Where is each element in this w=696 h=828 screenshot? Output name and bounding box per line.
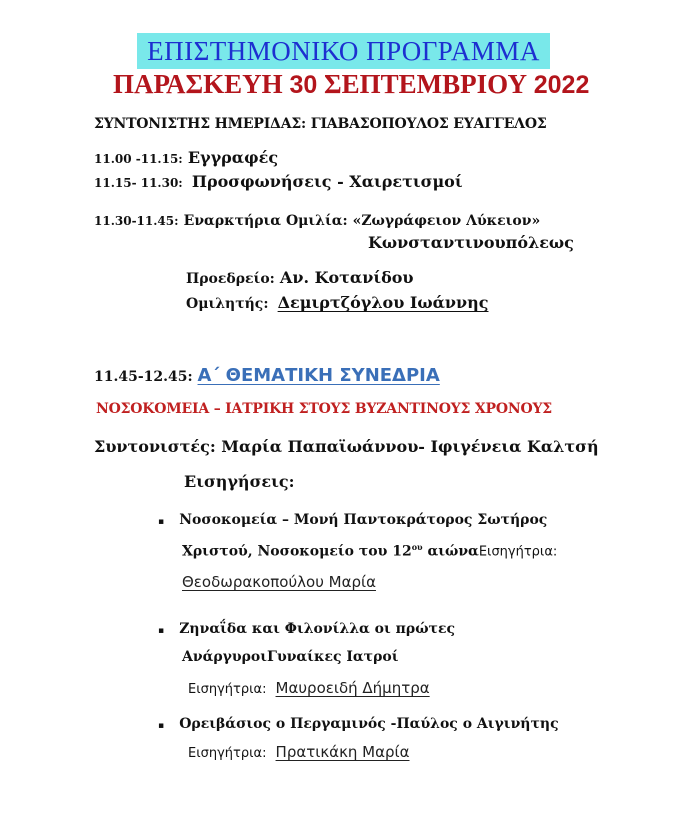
presidium-label: Προεδρείο: xyxy=(186,271,275,287)
talk-speaker-label: Εισηγήτρια: xyxy=(478,544,558,560)
talk-title: Ορειβάσιος ο Περγαμινός -Παύλος ο Αιγινήτης xyxy=(179,716,559,732)
session-coordinators: Συντονιστές: Μαρία Παπαϊωάννου- Ιφιγένεια Καλτσή xyxy=(94,437,599,456)
schedule-time: 11.15- 11.30: xyxy=(94,176,183,190)
talk-item xyxy=(158,713,559,732)
schedule-label: Εγγραφές xyxy=(187,148,279,167)
talk-speaker: Θεοδωρακοπούλου Μαρία xyxy=(182,573,376,591)
schedule-item xyxy=(94,210,540,229)
talk-speaker-line xyxy=(188,678,430,697)
talk-superscript: ου xyxy=(411,542,423,552)
talk-speaker: Πρατικάκη Μαρία xyxy=(275,743,410,761)
schedule-item xyxy=(94,172,463,191)
bullet-icon: ▪ xyxy=(158,721,165,731)
date-number: 30 xyxy=(289,71,318,99)
program-title: ΕΠΙΣΤΗΜΟΝΙΚΟ ΠΡΟΓΡΑΜΜΑ xyxy=(137,33,550,69)
bullet-icon: ▪ xyxy=(158,517,165,527)
talk-title: Ζηναΐδα και Φιλονίλλα οι πρώτες xyxy=(179,621,455,637)
schedule-label-continued: Κωνσταντινουπόλεως xyxy=(368,233,574,252)
session-title: Α΄ ΘΕΜΑΤΙΚΗ ΣΥΝΕΔΡΙΑ xyxy=(197,365,440,386)
session-subtitle: ΝΟΣΟΚΟΜΕΙΑ – ΙΑΤΡΙΚΗ ΣΤΟΥΣ ΒΥΖΑΝΤΙΝΟΥΣ ΧΡΟΝΟΥΣ xyxy=(96,401,552,417)
session-time: 11.45-12.45: xyxy=(94,369,193,385)
bullet-icon: ▪ xyxy=(158,626,165,636)
talk-speaker: Μαυροειδή Δήμητρα xyxy=(275,679,430,697)
schedule-label: Εναρκτήρια Ομιλία: «Ζωγράφειον Λύκειον» xyxy=(183,213,541,229)
talk-item xyxy=(158,618,455,637)
talk-speaker-label: Εισηγήτρια: xyxy=(188,746,267,761)
talk-speaker-label: Εισηγήτρια: xyxy=(188,682,267,697)
presentations-label: Εισηγήσεις: xyxy=(184,472,295,491)
presidium-line xyxy=(186,268,414,287)
talk-text: Χριστού, Νοσοκομείο του 12 xyxy=(182,543,412,560)
date-year: 2022 xyxy=(533,71,590,99)
schedule-time: 11.00 -11.15: xyxy=(94,152,183,166)
coordinator-line: ΣΥΝΤΟΝΙΣΤΗΣ ΗΜΕΡΙΔΑΣ: ΓΙΑΒΑΣΟΠΟΥΛΟΣ ΕΥΑΓΓΕΛΟΣ xyxy=(94,116,547,132)
schedule-time: 11.30-11.45: xyxy=(94,214,179,228)
talk-text: αιώνα xyxy=(422,543,479,560)
program-date xyxy=(113,70,589,99)
date-month: ΣΕΠΤΕΜΒΡΙΟΥ xyxy=(324,69,527,99)
speaker-label: Ομιλητής: xyxy=(186,296,269,312)
session-header xyxy=(94,365,440,386)
schedule-label: Προσφωνήσεις - Χαιρετισμοί xyxy=(191,172,463,191)
talk-title: Νοσοκομεία – Μονή Παντοκράτορος Σωτήρος xyxy=(179,512,548,528)
schedule-item xyxy=(94,148,278,167)
talk-title-continued xyxy=(182,542,557,560)
speaker-line xyxy=(186,293,489,312)
talk-item xyxy=(158,509,547,528)
talk-title-continued: ΑνάργυροιΓυναίκες Ιατροί xyxy=(182,649,399,665)
presidium-value: Αν. Κοτανίδου xyxy=(279,268,414,287)
speaker-value: Δεμιρτζόγλου Ιωάννης xyxy=(277,293,489,312)
date-day: ΠΑΡΑΣΚΕΥΗ xyxy=(113,69,283,99)
talk-speaker-line xyxy=(188,742,410,761)
